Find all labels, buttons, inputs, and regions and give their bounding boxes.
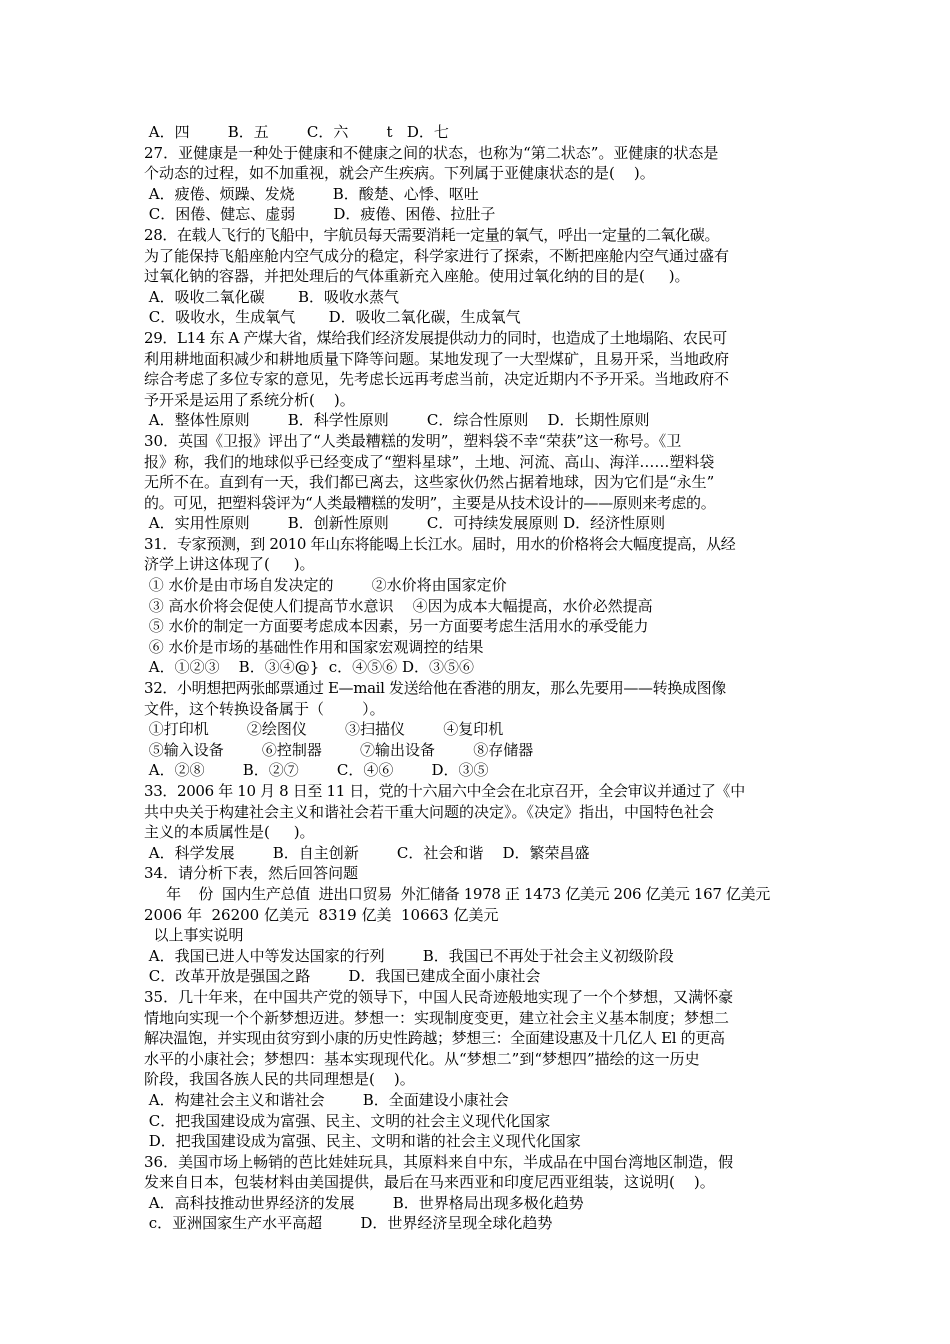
text-line: ①打印机 ②绘图仪 ③扫描仪 ④复印机 bbox=[144, 720, 504, 739]
text-line: 文件，这个转换设备属于（ ）。 bbox=[144, 699, 385, 718]
text-line: 发来自日本，包装材料由美国提供，最后在马来西亚和印度尼西亚组装，这说明( )。 bbox=[144, 1173, 715, 1192]
question-36: 36．美国市场上畅销的芭比娃娃玩具，其原料来自中东，半成品在中国台湾地区制造，假 bbox=[144, 1152, 734, 1171]
table-data-row: 2006 年 26200 亿美元 8319 亿美 10663 亿美元 bbox=[144, 905, 499, 924]
text-line: ① 水价是由市场自发决定的 ②水价将由国家定价 bbox=[144, 576, 507, 595]
text-line: A．实用性原则 B．创新性原则 C．可持续发展原则 D．经济性原则 bbox=[144, 514, 666, 533]
question-33: 33．2006 年 10 月 8 日至 11 日，党的十六届六中全会在北京召开，全会审议并通过了《中 bbox=[144, 782, 745, 800]
text-line: A．我国已进人中等发达国家的行列 B．我国已不再处于社会主义初级阶段 bbox=[144, 946, 674, 965]
question-28: 28．在载人飞行的飞船中，宇航员每天需要消耗一定量的氧气，呼出一定量的二氧化碳。 bbox=[144, 225, 720, 244]
text-line: A．科学发展 B．自主创新 C．社会和谐 D．繁荣昌盛 bbox=[144, 843, 590, 862]
text-line: 报》称，我们的地球似乎已经变成了“塑料星球”，土地、河流、高山、海洋……塑料袋 bbox=[144, 452, 715, 471]
text-line: A．四 B．五 C．六 t D．七 bbox=[144, 123, 449, 141]
text-line: 利用耕地面积减少和耕地质量下降等问题。某地发现了一大型煤矿，且易开采，当地政府 bbox=[144, 349, 730, 368]
text-line: 为了能保持飞船座舱内空气成分的稳定，科学家进行了探索，不断把座舱内空气通过盛有 bbox=[144, 246, 730, 265]
text-line: A．①②③ B．③④@} c．④⑤⑥ D．③⑤⑥ bbox=[144, 658, 474, 677]
text-line: 无所不在。直到有一天，我们都已离去，这些家伙仍然占据着地球，因为它们是“永生” bbox=[144, 473, 715, 492]
text-line: A．吸收二氧化碳 B．吸收水蒸气 bbox=[144, 287, 400, 306]
question-30: 30．英国《卫报》评出了“人类最糟糕的发明”，塑料袋不幸“荣获”这一称号。《卫 bbox=[144, 431, 682, 450]
question-29: 29．L14 东 A 产煤大省，煤给我们经济发展提供动力的同时，也造成了土地塌陷、农民可 bbox=[144, 328, 727, 347]
text-line: A．构建社会主义和谐社会 B．全面建设小康社会 bbox=[144, 1090, 509, 1109]
text-line: 过氧化钠的容器，并把处理后的气体重新充入座舱。使用过氧化纳的目的是( )。 bbox=[144, 267, 690, 286]
question-32: 32．小明想把两张邮票通过 E—mail 发送给他在香港的朋友，那么先要用——转换成图像 bbox=[144, 679, 726, 698]
text-line: A．高科技推动世界经济的发展 B．世界格局出现多极化趋势 bbox=[144, 1193, 584, 1212]
text-line: C．吸收水，生成氧气 D．吸收二氧化碳，生成氧气 bbox=[144, 308, 521, 327]
text-line: ⑤输入设备 ⑥控制器 ⑦输出设备 ⑧存储器 bbox=[144, 740, 534, 759]
question-31: 31．专家预测，到 2010 年山东将能喝上长江水。届时，用水的价格将会大幅度提高，从经 bbox=[144, 534, 736, 553]
text-line: 阶段，我国各族人民的共同理想是( )。 bbox=[144, 1070, 415, 1089]
text-line: 的。可见，把塑料袋评为“人类最糟糕的发明”，主要是从技术设计的——原则来考虑的。 bbox=[144, 493, 716, 512]
text-line: C．把我国建设成为富强、民主、文明的社会主义现代化国家 bbox=[144, 1111, 551, 1130]
text-line: 主义的本质属性是( )。 bbox=[144, 823, 315, 842]
text-line: 解决温饱，并实现由贫穷到小康的历史性跨越；梦想三：全面建设惠及十几亿人 El 的更高 bbox=[144, 1029, 725, 1048]
text-line: c．亚洲国家生产水平高超 D．世界经济呈现全球化趋势 bbox=[144, 1214, 553, 1233]
text-line: 综合考虑了多位专家的意见，先考虑长远再考虑当前，决定近期内不予开采。当地政府不 bbox=[144, 370, 730, 389]
document-body bbox=[144, 122, 812, 1234]
question-35: 35．几十年来，在中国共产党的领导下，中国人民奇迹般地实现了一个个梦想，又满怀豪 bbox=[144, 987, 734, 1006]
text-line: 济学上讲这体现了( )。 bbox=[144, 555, 315, 574]
text-line: ③ 高水价将会促使人们提高节水意识 ④因为成本大幅提高，水价必然提高 bbox=[144, 596, 653, 615]
text-line: ⑥ 水价是市场的基础性作用和国家宏观调控的结果 bbox=[144, 637, 484, 656]
text-line: 以上事实说明 bbox=[144, 926, 244, 945]
text-line: A．整体性原则 B．科学性原则 C．综合性原则 D．长期性原则 bbox=[144, 411, 650, 430]
text-line: A．疲倦、烦躁、发烧 B．酸楚、心悸、呕吐 bbox=[144, 184, 479, 203]
text-line: C．改革开放是强国之路 D．我国已建成全面小康社会 bbox=[144, 967, 541, 986]
table-header-row: 年 份 国内生产总值 进出口贸易 外汇储备 1978 正 1473 亿美元 206 亿美元 167 亿美元 bbox=[144, 884, 770, 903]
text-line: C．困倦、健忘、虚弱 D．疲倦、困倦、拉肚子 bbox=[144, 205, 496, 224]
text-line: D．把我国建设成为富强、民主、文明和谐的社会主义现代化国家 bbox=[144, 1132, 581, 1151]
question-34: 34．请分析下表，然后回答问题 bbox=[144, 864, 359, 883]
text-line: ⑤ 水价的制定一方面要考虑成本因素，另一方面要考虑生活用水的承受能力 bbox=[144, 617, 649, 636]
text-line: A．②⑧ B．②⑦ C．④⑥ D．③⑤ bbox=[144, 761, 489, 780]
text-line: 水平的小康社会；梦想四：基本实现现代化。从“梦想二”到“梦想四”描绘的这一历史 bbox=[144, 1049, 700, 1068]
question-27: 27．亚健康是一种处于健康和不健康之间的状态，也称为“第二状态”。亚健康的状态是 bbox=[144, 143, 719, 162]
text-line: 个动态的过程，如不加重视，就会产生疾病。下列属于亚健康状态的是( )。 bbox=[144, 164, 655, 183]
text-line: 情地向实现一个个新梦想迈进。梦想一：实现制度变更，建立社会主义基本制度；梦想二 bbox=[144, 1008, 730, 1027]
text-line: 予开采是运用了系统分析( )。 bbox=[144, 390, 355, 409]
text-line: 共中央关于构建社会主义和谐社会若干重大问题的决定》。《决定》指出，中国特色社会 bbox=[144, 802, 715, 821]
